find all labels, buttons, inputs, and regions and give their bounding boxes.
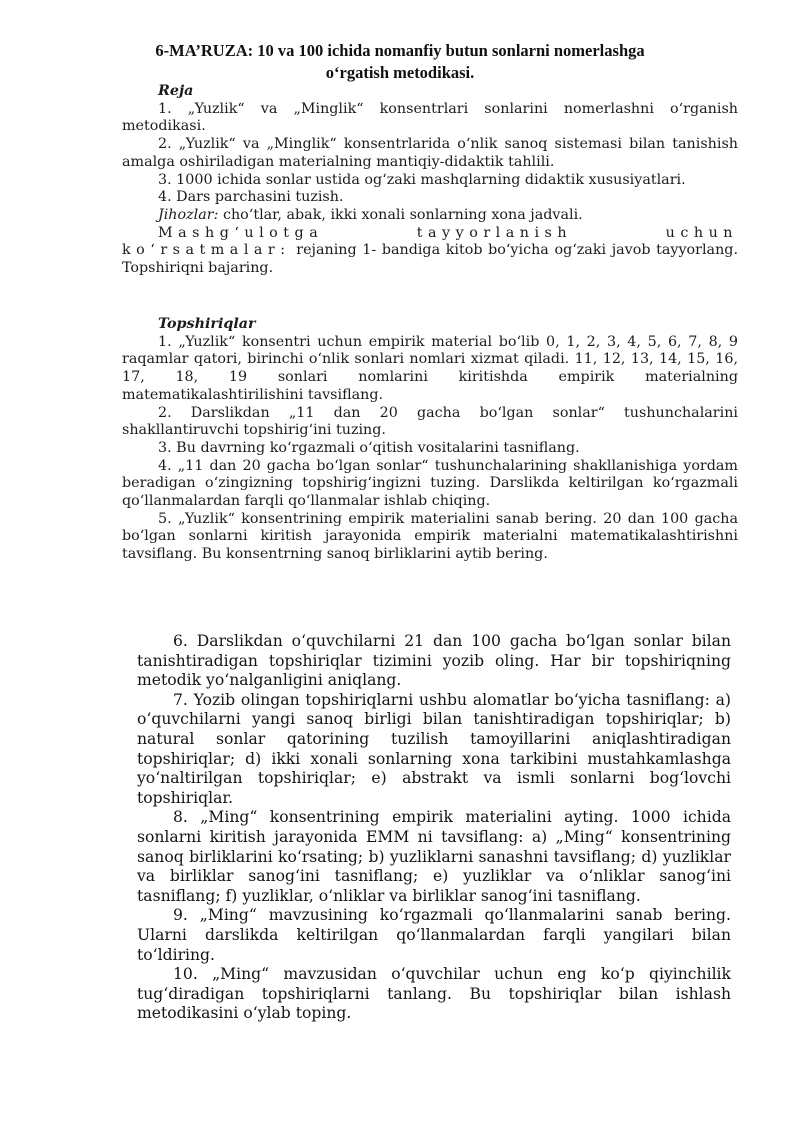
jihozlar-label: Jihozlar:	[158, 206, 219, 223]
jihozlar-line	[122, 207, 738, 225]
reja-heading: Reja	[158, 83, 194, 99]
title-line-1: 6-MA’RUZA: 10 va 100 ichida nomanfiy butun sonlarni nomerlashga	[155, 41, 645, 60]
mashgulot-line	[122, 225, 738, 278]
topshiriq-item: 1. „Yuzlik“ konsentri uchun empirik material bo‘lib 0, 1, 2, 3, 4, 5, 6, 7, 8, 9 raqamlar qatori, birinchi o‘nlik sonlari nomlari xizmat qiladi. 11, 12, 13, 14, 15, 16, 17, 18, 19 sonlari nomlarini kiritishda empirik materialning matematikalashtirilishini tavsiflang.	[122, 333, 738, 403]
reja-item: 2. „Yuzlik“ va „Minglik“ konsentrlarida o‘nlik sanoq sistemasi bilan tanishish amalga oshiriladigan materialning mantiqiy-didaktik tahlili.	[122, 136, 738, 170]
topshiriqlar-heading: Topshiriqlar	[158, 316, 256, 332]
topshiriqlar-section	[122, 316, 738, 564]
reja-item: 4. Dars parchasini tuzish.	[158, 189, 344, 206]
page-title	[110, 40, 690, 84]
topshiriq-item: 10. „Ming“ mavzusidan o‘quvchilar uchun eng ko‘p qiyinchilik tug‘diradigan topshiriqlarni tanlang. Bu topshiriqlar bilan ishlash metodikasini o‘ylab toping.	[137, 965, 731, 1023]
title-line-2: o‘rgatish metodikasi.	[325, 63, 475, 82]
mashgulot-text: rejaning 1- bandiga kitob bo‘yicha og‘zaki javob tayyorlang. Topshiriqni bajaring.	[122, 242, 738, 277]
topshiriq-item: 2. Darslikdan „11 dan 20 gacha bo‘lgan sonlar“ tushunchalarini shakllantiruvchi topshirig‘ini tuzing.	[122, 404, 738, 439]
jihozlar-text: cho‘tlar, abak, ikki xonali sonlarning xona jadvali.	[218, 206, 583, 223]
topshiriq-item: 8. „Ming“ konsentrining empirik materialini ayting. 1000 ichida sonlarni kiritish jarayonida EMM ni tavsiflang: a) „Ming“ konsentrining sanoq birliklarini ko‘rsating; b) yuzliklarni sanashni tavsiflang; d) yuzliklar va birliklar sanog‘ini tasniflang; e) yuzliklar va o‘nliklar sanog‘ini tasniflang; f) yuzliklar, o‘nliklar va birliklar sanog‘ini tasniflang.	[137, 808, 731, 905]
topshiriq-item: 5. „Yuzlik“ konsentrining empirik materialini sanab bering. 20 dan 100 gacha bo‘lgan sonlarni kiritish jarayonida empirik materialni matematikalashtirishni tavsiflang. Bu konsentrning sanoq birliklarini aytib bering.	[122, 510, 738, 563]
topshiriq-item: 6. Darslikdan o‘quvchilarni 21 dan 100 gacha bo‘lgan sonlar bilan tanishtiradigan topshiriqlar tizimini yozib oling. Har bir topshiriqning metodik yo‘nalganligini aniqlang.	[137, 632, 731, 690]
topshiriq-item: 3. Bu davrning ko‘rgazmali o‘qitish vositalarini tasniflang.	[158, 439, 580, 456]
reja-item: 1. „Yuzlik“ va „Minglik“ konsentrlari sonlarini nomerlashni o‘rganish metodikasi.	[122, 100, 738, 135]
reja-section	[122, 83, 738, 278]
topshiriq-item: 4. „11 dan 20 gacha bo‘lgan sonlar“ tushunchalarining shakllanishiga yordam beradigan o‘zingizning topshirig‘ingizni tuzing. Darslikda keltirilgan ko‘rgazmali qo‘llanmalardan farqli qo‘llanmalar ishlab chiqing.	[122, 457, 738, 510]
topshiriqlar-continued	[137, 632, 731, 1024]
topshiriq-item: 9. „Ming“ mavzusining ko‘rgazmali qo‘llanmalarini sanab bering. Ularni darslikda keltirilgan qo‘llanmalardan farqli yangilari bilan to‘ldiring.	[137, 906, 731, 964]
mashgulot-label: Mashg‘ulotga tayyorlanish uchun ko‘rsatmalar:	[122, 224, 738, 259]
reja-item: 3. 1000 ichida sonlar ustida og‘zaki mashqlarning didaktik xususiyatlari.	[158, 171, 686, 188]
topshiriq-item: 7. Yozib olingan topshiriqlarni ushbu alomatlar bo‘yicha tasniflang: a) o‘quvchilarni yangi sanoq birligi bilan tanishtiradigan topshiriqlar; b) natural sonlar qatorining tuzilish tamoyillarini aniqlashtiradigan topshiriqlar; d) ikki xonali sonlarning xona tarkibini mustahkamlashga yo‘naltirilgan topshiriqlar; e) abstrakt va ismli sonlarni bog‘lovchi topshiriqlar.	[137, 690, 731, 807]
